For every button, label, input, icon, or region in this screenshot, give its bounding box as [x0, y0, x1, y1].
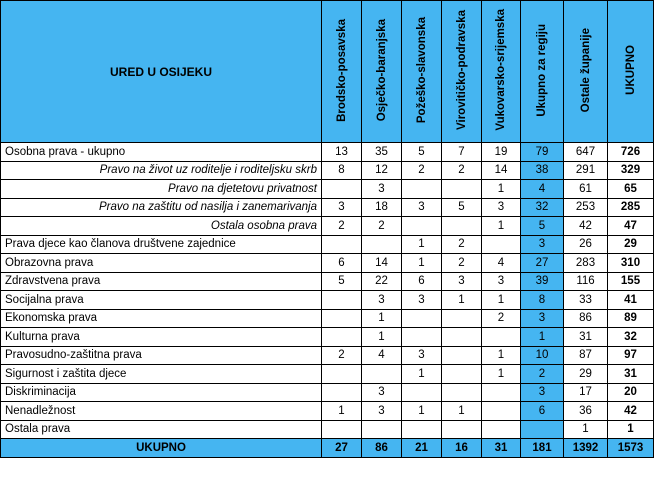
table-title: URED U OSIJEKU: [1, 1, 322, 143]
table-row: [1, 217, 654, 236]
table-cell: 8: [322, 161, 362, 180]
row-label: Prava djece kao članova društvene zajednice: [1, 235, 322, 254]
table-cell: 13: [322, 143, 362, 162]
table-cell: [442, 383, 482, 402]
table-cell: 1: [402, 254, 442, 273]
total-cell: 86: [362, 439, 402, 458]
table-cell: 41: [608, 291, 654, 310]
table-cell: [442, 217, 482, 236]
column-header: Osječko-baranjska: [362, 1, 402, 143]
table-cell: 97: [608, 346, 654, 365]
table-cell: 3: [521, 383, 564, 402]
header-row: [1, 1, 654, 143]
table-cell: 27: [521, 254, 564, 273]
table-cell: [482, 383, 521, 402]
total-cell: 16: [442, 439, 482, 458]
table-cell: 1: [442, 291, 482, 310]
table-cell: [402, 309, 442, 328]
table-cell: 42: [608, 402, 654, 421]
total-label: UKUPNO: [1, 439, 322, 458]
table-cell: 86: [564, 309, 608, 328]
table-cell: 1: [521, 328, 564, 347]
column-header: Ukupno za regiju: [521, 1, 564, 143]
table-cell: 31: [564, 328, 608, 347]
table-cell: 3: [362, 291, 402, 310]
table-cell: 1: [402, 365, 442, 384]
table-cell: [482, 420, 521, 439]
row-label: Zdravstvena prava: [1, 272, 322, 291]
table-cell: 1: [362, 328, 402, 347]
table-body: [1, 143, 654, 439]
total-cell: 21: [402, 439, 442, 458]
table-row: [1, 346, 654, 365]
table-cell: 17: [564, 383, 608, 402]
row-label: Ostala osobna prava: [1, 217, 322, 236]
table-cell: 1: [608, 420, 654, 439]
table-cell: [322, 309, 362, 328]
table-cell: [322, 383, 362, 402]
table-cell: [442, 309, 482, 328]
row-label: Osobna prava - ukupno: [1, 143, 322, 162]
row-label: Pravosudno-zaštitna prava: [1, 346, 322, 365]
row-label: Pravo na život uz roditelje i roditeljsku skrb: [1, 161, 322, 180]
column-header: Virovitičko-podravska: [442, 1, 482, 143]
table-cell: 4: [482, 254, 521, 273]
table-cell: 61: [564, 180, 608, 199]
row-label: Kulturna prava: [1, 328, 322, 347]
table-cell: 5: [322, 272, 362, 291]
table-cell: 2: [442, 161, 482, 180]
row-label: Sigurnost i zaštita djece: [1, 365, 322, 384]
table-cell: 647: [564, 143, 608, 162]
table-cell: 1: [402, 235, 442, 254]
table-row: [1, 143, 654, 162]
total-cell: 1392: [564, 439, 608, 458]
table-cell: 32: [608, 328, 654, 347]
table-cell: 29: [608, 235, 654, 254]
table-row: [1, 254, 654, 273]
table-row: [1, 383, 654, 402]
table-cell: 1: [564, 420, 608, 439]
table-cell: [482, 235, 521, 254]
table-row: [1, 272, 654, 291]
table-row: [1, 365, 654, 384]
column-header: Vukovarsko-srijemska: [482, 1, 521, 143]
table-cell: 3: [362, 383, 402, 402]
row-label: Diskriminacija: [1, 383, 322, 402]
column-header: UKUPNO: [608, 1, 654, 143]
table-cell: 10: [521, 346, 564, 365]
table-cell: 36: [564, 402, 608, 421]
table-cell: 2: [442, 254, 482, 273]
table-cell: [482, 402, 521, 421]
table-cell: 1: [482, 346, 521, 365]
table-row: [1, 291, 654, 310]
table-row: [1, 420, 654, 439]
table-cell: [362, 365, 402, 384]
table-cell: 1: [442, 402, 482, 421]
table-cell: 2: [521, 365, 564, 384]
table-cell: 5: [442, 198, 482, 217]
table-cell: 726: [608, 143, 654, 162]
row-label: Ekonomska prava: [1, 309, 322, 328]
table-cell: [322, 328, 362, 347]
table-cell: 14: [362, 254, 402, 273]
total-cell: 181: [521, 439, 564, 458]
table-cell: 32: [521, 198, 564, 217]
table-cell: [322, 420, 362, 439]
table-cell: 26: [564, 235, 608, 254]
table-cell: 3: [521, 235, 564, 254]
table-cell: 155: [608, 272, 654, 291]
table-cell: 1: [482, 365, 521, 384]
table-cell: [442, 180, 482, 199]
table-cell: 3: [482, 272, 521, 291]
table-cell: 6: [402, 272, 442, 291]
table-cell: 79: [521, 143, 564, 162]
table-cell: 253: [564, 198, 608, 217]
table-cell: 20: [608, 383, 654, 402]
table-cell: 1: [322, 402, 362, 421]
table-cell: 3: [362, 180, 402, 199]
table-cell: 18: [362, 198, 402, 217]
table-cell: [521, 420, 564, 439]
table-cell: 2: [402, 161, 442, 180]
table-cell: 29: [564, 365, 608, 384]
table-cell: 291: [564, 161, 608, 180]
table-cell: 1: [482, 291, 521, 310]
table-row: [1, 161, 654, 180]
table-cell: [322, 365, 362, 384]
table-cell: 1: [362, 309, 402, 328]
table-cell: 1: [482, 217, 521, 236]
column-header: Ostale županije: [564, 1, 608, 143]
row-label: Pravo na djetetovu privatnost: [1, 180, 322, 199]
table-cell: 87: [564, 346, 608, 365]
column-header: Brodsko-posavska: [322, 1, 362, 143]
table-cell: 4: [521, 180, 564, 199]
table-cell: 3: [402, 198, 442, 217]
table-cell: 2: [322, 346, 362, 365]
row-label: Socijalna prava: [1, 291, 322, 310]
row-label: Pravo na zaštitu od nasilja i zanemarivanja: [1, 198, 322, 217]
table-cell: [402, 328, 442, 347]
row-label: Nenadležnost: [1, 402, 322, 421]
table-cell: 12: [362, 161, 402, 180]
table-cell: [362, 235, 402, 254]
table-cell: 22: [362, 272, 402, 291]
table-cell: [442, 365, 482, 384]
table-cell: 39: [521, 272, 564, 291]
table-cell: 116: [564, 272, 608, 291]
table-cell: 3: [402, 346, 442, 365]
table-cell: 2: [362, 217, 402, 236]
table-cell: 1: [482, 180, 521, 199]
table-cell: 31: [608, 365, 654, 384]
table-cell: 19: [482, 143, 521, 162]
table-cell: 42: [564, 217, 608, 236]
table-cell: [362, 420, 402, 439]
table-cell: 3: [322, 198, 362, 217]
table-cell: [402, 217, 442, 236]
table-cell: 4: [362, 346, 402, 365]
table-cell: 8: [521, 291, 564, 310]
table-cell: [482, 328, 521, 347]
total-cell: 27: [322, 439, 362, 458]
table-cell: 285: [608, 198, 654, 217]
row-label: Obrazovna prava: [1, 254, 322, 273]
table-cell: 3: [442, 272, 482, 291]
table-cell: [402, 180, 442, 199]
table-cell: [442, 346, 482, 365]
table-cell: [442, 420, 482, 439]
total-cell: 1573: [608, 439, 654, 458]
table-row: [1, 180, 654, 199]
row-label: Ostala prava: [1, 420, 322, 439]
table-row: [1, 198, 654, 217]
table-row: [1, 309, 654, 328]
table-cell: 283: [564, 254, 608, 273]
column-header: Požeško-slavonska: [402, 1, 442, 143]
table-cell: 6: [521, 402, 564, 421]
table-cell: 47: [608, 217, 654, 236]
table-cell: 89: [608, 309, 654, 328]
table-cell: 3: [402, 291, 442, 310]
table-cell: 310: [608, 254, 654, 273]
table-cell: [322, 291, 362, 310]
table-cell: 329: [608, 161, 654, 180]
table-cell: [402, 383, 442, 402]
table-cell: 65: [608, 180, 654, 199]
table-cell: 2: [322, 217, 362, 236]
table-row: [1, 235, 654, 254]
table-cell: 14: [482, 161, 521, 180]
table-cell: 35: [362, 143, 402, 162]
table-cell: 5: [521, 217, 564, 236]
table-cell: 7: [442, 143, 482, 162]
table-cell: 38: [521, 161, 564, 180]
table-cell: [322, 235, 362, 254]
table-row: [1, 328, 654, 347]
table-cell: [402, 420, 442, 439]
table-row: [1, 402, 654, 421]
total-row: [1, 439, 654, 458]
table-cell: 3: [482, 198, 521, 217]
table-cell: 3: [521, 309, 564, 328]
table-cell: [442, 328, 482, 347]
total-cell: 31: [482, 439, 521, 458]
table-cell: 1: [402, 402, 442, 421]
table-cell: 5: [402, 143, 442, 162]
table-cell: [322, 180, 362, 199]
table-cell: 3: [362, 402, 402, 421]
table-cell: 2: [482, 309, 521, 328]
table-cell: 33: [564, 291, 608, 310]
table-cell: 6: [322, 254, 362, 273]
table-cell: 2: [442, 235, 482, 254]
